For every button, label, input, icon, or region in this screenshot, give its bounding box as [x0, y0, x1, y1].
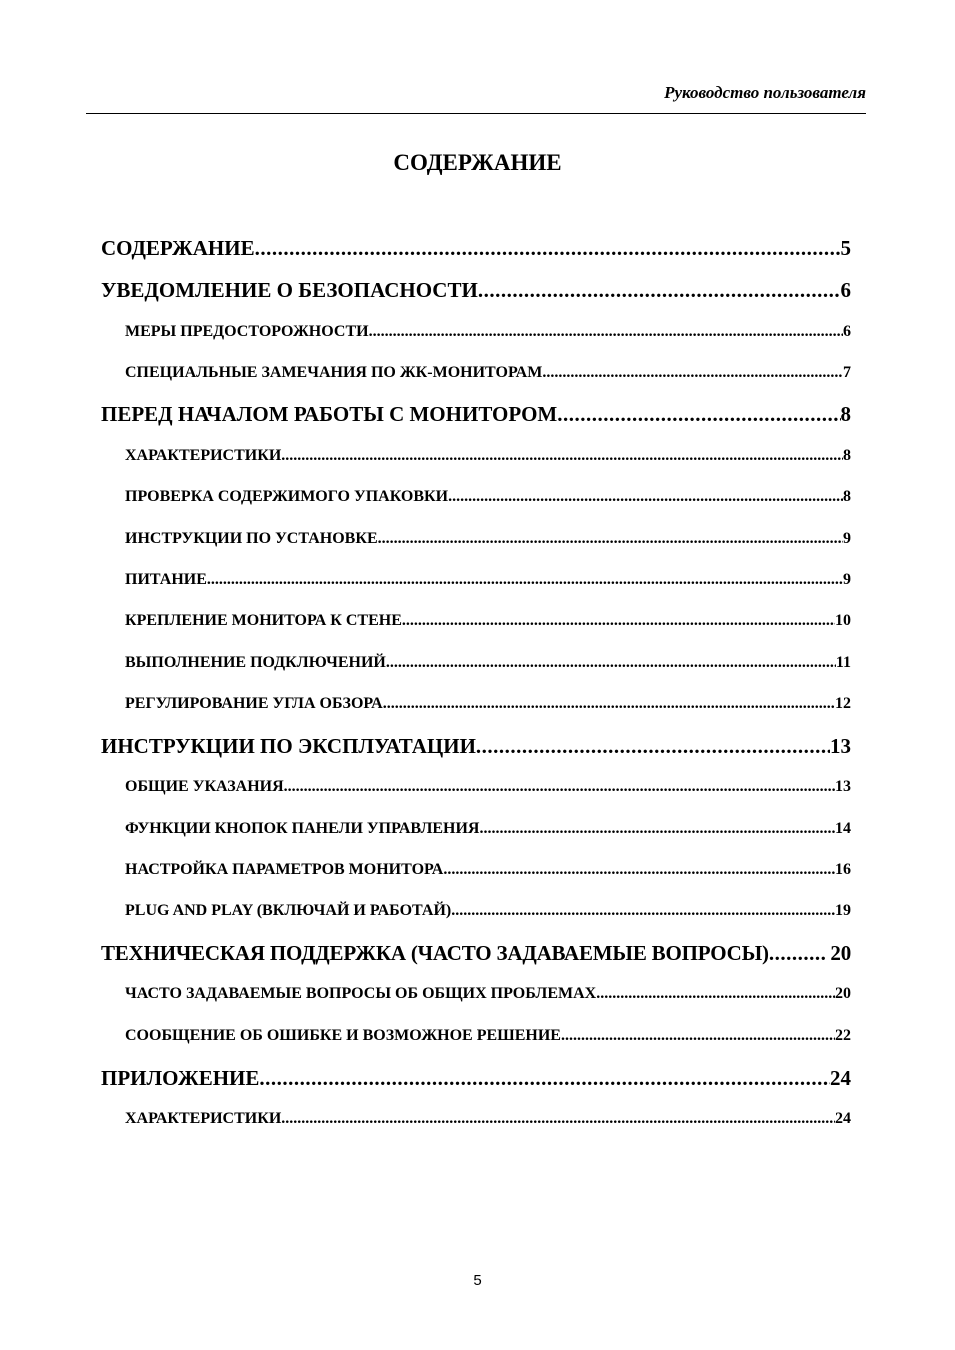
- toc-dot-leader: [451, 891, 835, 931]
- toc-entry[interactable]: [101, 1058, 851, 1098]
- toc-entry-page: 8: [843, 488, 851, 505]
- toc-entry-title: ПРИЛОЖЕНИЕ: [101, 1066, 260, 1090]
- toc-dot-leader: [557, 394, 840, 434]
- toc-entry[interactable]: [101, 228, 851, 268]
- toc-entry[interactable]: [125, 850, 851, 890]
- toc-entry-title: СООБЩЕНИЕ ОБ ОШИБКЕ И ВОЗМОЖНОЕ РЕШЕНИЕ: [125, 1027, 561, 1044]
- toc-dot-leader: [369, 312, 843, 352]
- toc-entry[interactable]: [101, 394, 851, 434]
- toc-entry-page: 9: [843, 571, 851, 588]
- toc-entry-page: 14: [835, 820, 851, 837]
- toc-dot-leader: [281, 1099, 835, 1139]
- toc-entry[interactable]: [125, 643, 851, 683]
- toc-entry-page: 19: [835, 902, 851, 919]
- toc-dot-leader: [542, 353, 843, 393]
- toc-entry[interactable]: [125, 560, 851, 600]
- toc-entry-title: РЕГУЛИРОВАНИЕ УГЛА ОБЗОРА: [125, 695, 383, 712]
- toc-dot-leader: [386, 643, 836, 683]
- toc-entry-title: ФУНКЦИИ КНОПОК ПАНЕЛИ УПРАВЛЕНИЯ: [125, 820, 480, 837]
- toc-entry[interactable]: [125, 353, 851, 393]
- toc-dot-leader: [284, 767, 835, 807]
- toc-entry[interactable]: [125, 1016, 851, 1056]
- toc-entry-title: УВЕДОМЛЕНИЕ О БЕЗОПАСНОСТИ: [101, 278, 478, 302]
- toc-entry[interactable]: [101, 726, 851, 766]
- toc-entry-page: 9: [843, 530, 851, 547]
- toc-entry-title: ИНСТРУКЦИИ ПО УСТАНОВКЕ: [125, 530, 378, 547]
- toc-entry[interactable]: [125, 436, 851, 476]
- toc-entry[interactable]: [125, 519, 851, 559]
- toc-entry-page: 8: [840, 402, 851, 426]
- toc-entry-title: ИНСТРУКЦИИ ПО ЭКСПЛУАТАЦИИ: [101, 734, 476, 758]
- toc-entry[interactable]: [125, 767, 851, 807]
- toc-entry-title: ХАРАКТЕРИСТИКИ: [125, 1110, 282, 1127]
- page-title: СОДЕРЖАНИЕ: [393, 150, 562, 175]
- toc-entry-page: 24: [830, 1066, 851, 1090]
- toc-dot-leader: [383, 684, 835, 724]
- toc-entry-page: 13: [835, 778, 851, 795]
- toc-entry-page: 6: [840, 278, 851, 302]
- toc-dot-leader: [402, 601, 835, 641]
- toc-entry-title: СПЕЦИАЛЬНЫЕ ЗАМЕЧАНИЯ ПО ЖК-МОНИТОРАМ: [125, 364, 543, 381]
- toc-entry[interactable]: [125, 1099, 851, 1139]
- toc-entry-page: 13: [830, 734, 851, 758]
- toc-entry-title: ПРОВЕРКА СОДЕРЖИМОГО УПАКОВКИ: [125, 488, 449, 505]
- toc-entry-page: 12: [835, 695, 851, 712]
- toc-dot-leader: [596, 974, 835, 1014]
- toc-entry-title: ЧАСТО ЗАДАВАЕМЫЕ ВОПРОСЫ ОБ ОБЩИХ ПРОБЛЕМАХ: [125, 985, 597, 1002]
- toc-entry-page: 24: [835, 1110, 851, 1127]
- toc-entry-title: ВЫПОЛНЕНИЕ ПОДКЛЮЧЕНИЙ: [125, 654, 386, 671]
- toc-entry-title: КРЕПЛЕНИЕ МОНИТОРА К СТЕНЕ: [125, 612, 402, 629]
- toc-entry-title: ПИТАНИЕ: [125, 571, 207, 588]
- toc-entry-page: 11: [835, 654, 851, 671]
- toc-dot-leader: [255, 228, 841, 268]
- toc-entry[interactable]: [125, 684, 851, 724]
- toc-entry-title: НАСТРОЙКА ПАРАМЕТРОВ МОНИТОРА: [125, 861, 444, 878]
- toc-entry-title: ОБЩИЕ УКАЗАНИЯ: [125, 778, 284, 795]
- toc-entry-page: 20: [835, 985, 851, 1002]
- toc-entry-page: 6: [843, 323, 851, 340]
- toc-entry-title: PLUG AND PLAY (ВКЛЮЧАЙ И РАБОТАЙ): [125, 902, 452, 919]
- toc-entry-title: ПЕРЕД НАЧАЛОМ РАБОТЫ С МОНИТОРОМ: [101, 402, 558, 426]
- toc-entry[interactable]: [125, 891, 851, 931]
- toc-dot-leader: [281, 436, 843, 476]
- toc-entry[interactable]: [125, 974, 851, 1014]
- toc-entry-page: 16: [835, 861, 851, 878]
- toc-entry[interactable]: [125, 477, 851, 517]
- toc-entry-page: 7: [843, 364, 851, 381]
- toc-dot-leader: [443, 850, 835, 890]
- toc-entry-page: 22: [835, 1027, 851, 1044]
- toc-dot-leader: [561, 1016, 835, 1056]
- toc-dot-leader: [769, 933, 827, 973]
- toc-entry[interactable]: [101, 270, 851, 310]
- toc-dot-leader: [478, 270, 841, 310]
- toc-dot-leader: [207, 560, 843, 600]
- toc-entry-page: 10: [835, 612, 851, 629]
- running-header: Руководство пользователя: [664, 83, 866, 102]
- toc-dot-leader: [448, 477, 843, 517]
- toc-entry-page: 8: [843, 447, 851, 464]
- toc-dot-leader: [378, 519, 843, 559]
- toc-entry-title: ТЕХНИЧЕСКАЯ ПОДДЕРЖКА (ЧАСТО ЗАДАВАЕМЫЕ ВОПРОСЫ): [101, 941, 769, 965]
- toc-entry[interactable]: [125, 312, 851, 352]
- toc-entry-title: ХАРАКТЕРИСТИКИ: [125, 447, 282, 464]
- header-divider: [86, 113, 866, 114]
- toc-dot-leader: [259, 1058, 830, 1098]
- toc-entry-title: СОДЕРЖАНИЕ: [101, 236, 255, 260]
- toc-dot-leader: [479, 809, 835, 849]
- toc-entry-page: 5: [840, 236, 851, 260]
- toc-entry[interactable]: [101, 933, 851, 973]
- toc-entry[interactable]: [125, 809, 851, 849]
- toc-dot-leader: [476, 726, 830, 766]
- toc-entry-title: МЕРЫ ПРЕДОСТОРОЖНОСТИ: [125, 323, 369, 340]
- toc-entry-page: 20: [830, 941, 851, 965]
- page-number: 5: [473, 1272, 482, 1289]
- toc-entry[interactable]: [125, 601, 851, 641]
